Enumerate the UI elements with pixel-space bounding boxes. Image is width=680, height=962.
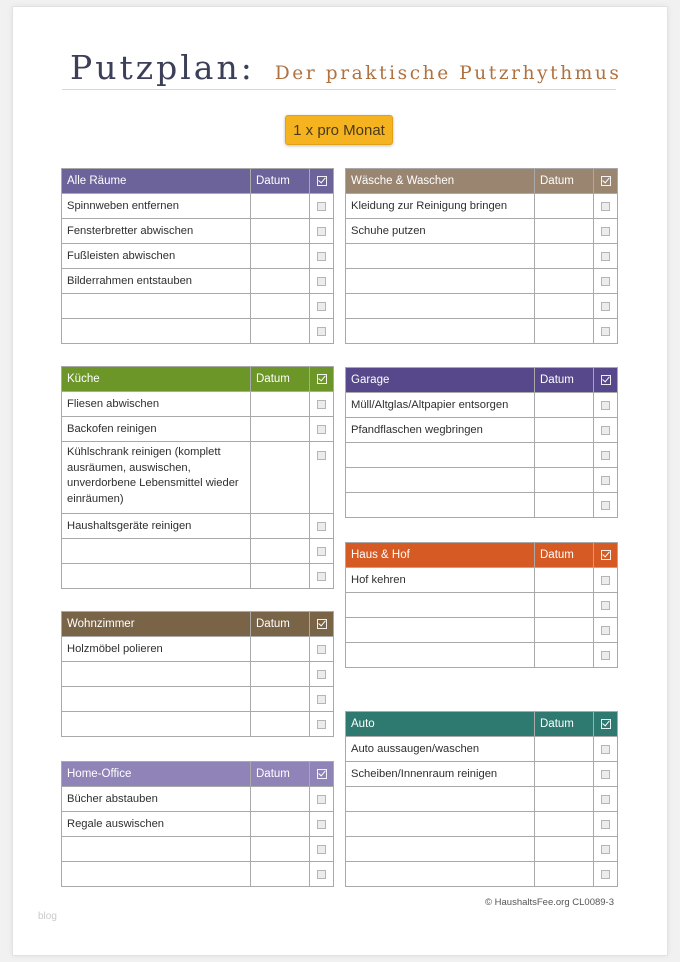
task-label bbox=[346, 443, 535, 468]
table-row bbox=[346, 393, 618, 418]
checkbox-icon[interactable] bbox=[601, 451, 610, 460]
checkmark-icon bbox=[601, 719, 611, 729]
checkbox-icon[interactable] bbox=[317, 302, 326, 311]
task-label: Haushaltsgeräte reinigen bbox=[62, 514, 251, 539]
task-label: Regale auswischen bbox=[62, 812, 251, 837]
date-field[interactable] bbox=[535, 443, 594, 468]
checkbox-cell[interactable] bbox=[594, 493, 618, 518]
checkmark-icon bbox=[317, 374, 327, 384]
date-field[interactable] bbox=[251, 194, 310, 219]
checkbox-icon[interactable] bbox=[317, 425, 326, 434]
date-field[interactable] bbox=[535, 468, 594, 493]
checkbox-cell[interactable] bbox=[594, 393, 618, 418]
task-label bbox=[62, 294, 251, 319]
task-label: Scheiben/Innenraum reinigen bbox=[346, 762, 535, 787]
checkbox-icon[interactable] bbox=[601, 601, 610, 610]
date-field[interactable] bbox=[251, 787, 310, 812]
date-field[interactable] bbox=[251, 417, 310, 442]
task-label bbox=[346, 468, 535, 493]
table-row bbox=[62, 564, 334, 589]
task-label: Backofen reinigen bbox=[62, 417, 251, 442]
checkbox-icon[interactable] bbox=[317, 227, 326, 236]
datum-header: Datum bbox=[535, 543, 594, 568]
task-label bbox=[346, 862, 535, 887]
checkbox-icon[interactable] bbox=[317, 277, 326, 286]
date-field[interactable] bbox=[535, 194, 594, 219]
table-header bbox=[346, 712, 618, 737]
date-field[interactable] bbox=[535, 643, 594, 668]
table-row bbox=[62, 219, 334, 244]
checkbox-cell[interactable] bbox=[594, 862, 618, 887]
checkmark-icon bbox=[601, 176, 611, 186]
checkbox-cell[interactable] bbox=[310, 392, 334, 417]
table-row bbox=[346, 568, 618, 593]
datum-header: Datum bbox=[251, 762, 310, 787]
date-field[interactable] bbox=[535, 493, 594, 518]
footer-copyright: © HaushaltsFee.org CL0089-3 bbox=[485, 897, 614, 908]
table-row bbox=[346, 194, 618, 219]
table-row bbox=[346, 244, 618, 269]
table-header bbox=[62, 367, 334, 392]
header-check-cell bbox=[310, 612, 334, 637]
checkbox-cell[interactable] bbox=[594, 593, 618, 618]
table-row bbox=[62, 712, 334, 737]
date-field[interactable] bbox=[251, 862, 310, 887]
checkbox-cell[interactable] bbox=[310, 687, 334, 712]
header-check-cell bbox=[310, 762, 334, 787]
table-auto bbox=[345, 711, 618, 887]
datum-header: Datum bbox=[535, 169, 594, 194]
checkbox-cell[interactable] bbox=[594, 618, 618, 643]
checkbox-icon[interactable] bbox=[601, 651, 610, 660]
checkbox-cell[interactable] bbox=[594, 319, 618, 344]
table-row bbox=[346, 593, 618, 618]
datum-header: Datum bbox=[251, 367, 310, 392]
checkmark-icon bbox=[601, 375, 611, 385]
date-field[interactable] bbox=[535, 837, 594, 862]
checkmark-icon bbox=[317, 176, 327, 186]
table-row bbox=[62, 812, 334, 837]
checkbox-icon[interactable] bbox=[601, 277, 610, 286]
checkbox-icon[interactable] bbox=[317, 670, 326, 679]
checkbox-cell[interactable] bbox=[594, 787, 618, 812]
table-garage bbox=[345, 367, 618, 518]
table-row bbox=[346, 294, 618, 319]
checkbox-icon[interactable] bbox=[601, 626, 610, 635]
table-title: Alle Räume bbox=[62, 169, 251, 194]
date-field[interactable] bbox=[535, 593, 594, 618]
checkbox-cell[interactable] bbox=[310, 269, 334, 294]
task-label: Spinnweben entfernen bbox=[62, 194, 251, 219]
frequency-badge: 1 x pro Monat bbox=[285, 115, 393, 145]
date-field[interactable] bbox=[535, 737, 594, 762]
date-field[interactable] bbox=[535, 269, 594, 294]
task-label bbox=[346, 837, 535, 862]
task-label bbox=[346, 643, 535, 668]
task-label bbox=[62, 539, 251, 564]
checkbox-cell[interactable] bbox=[310, 539, 334, 564]
table-title: Auto bbox=[346, 712, 535, 737]
task-label bbox=[62, 837, 251, 862]
table-header bbox=[62, 169, 334, 194]
date-field[interactable] bbox=[251, 687, 310, 712]
table-row bbox=[346, 618, 618, 643]
checkbox-icon[interactable] bbox=[601, 426, 610, 435]
checkbox-cell[interactable] bbox=[310, 244, 334, 269]
table-row bbox=[346, 468, 618, 493]
checkbox-icon[interactable] bbox=[601, 870, 610, 879]
title-subtitle: Der praktische Putzrhythmus bbox=[274, 63, 622, 84]
table-row bbox=[346, 319, 618, 344]
date-field[interactable] bbox=[535, 393, 594, 418]
task-label bbox=[346, 244, 535, 269]
checkbox-icon[interactable] bbox=[601, 576, 610, 585]
checkbox-cell[interactable] bbox=[310, 662, 334, 687]
header-check-cell bbox=[594, 368, 618, 393]
date-field[interactable] bbox=[535, 294, 594, 319]
task-label: Kühlschrank reinigen (komplett ausräumen, auswischen, unverdorbene Lebensmittel wieder einräumen) bbox=[62, 442, 251, 514]
checkbox-icon[interactable] bbox=[317, 572, 326, 581]
date-field[interactable] bbox=[251, 392, 310, 417]
checkbox-cell[interactable] bbox=[310, 712, 334, 737]
date-field[interactable] bbox=[251, 564, 310, 589]
table-row bbox=[346, 812, 618, 837]
datum-header: Datum bbox=[535, 712, 594, 737]
table-title: Wäsche & Waschen bbox=[346, 169, 535, 194]
table-row bbox=[346, 737, 618, 762]
checkbox-cell[interactable] bbox=[310, 417, 334, 442]
table-header bbox=[346, 368, 618, 393]
date-field[interactable] bbox=[535, 762, 594, 787]
table-row bbox=[346, 219, 618, 244]
checkbox-icon[interactable] bbox=[317, 795, 326, 804]
header-check-cell bbox=[310, 367, 334, 392]
checkbox-cell[interactable] bbox=[594, 269, 618, 294]
table-row bbox=[346, 837, 618, 862]
task-label bbox=[346, 294, 535, 319]
checkbox-icon[interactable] bbox=[601, 476, 610, 485]
table-row bbox=[62, 392, 334, 417]
table-row bbox=[62, 637, 334, 662]
task-label: Pfandflaschen wegbringen bbox=[346, 418, 535, 443]
checkbox-icon[interactable] bbox=[601, 327, 610, 336]
checkbox-cell[interactable] bbox=[594, 244, 618, 269]
table-kueche bbox=[61, 366, 334, 589]
date-field[interactable] bbox=[251, 637, 310, 662]
page-title bbox=[70, 48, 621, 87]
checkbox-cell[interactable] bbox=[310, 194, 334, 219]
task-label bbox=[62, 564, 251, 589]
date-field[interactable] bbox=[535, 812, 594, 837]
task-label bbox=[346, 812, 535, 837]
task-label: Fensterbretter abwischen bbox=[62, 219, 251, 244]
table-title: Haus & Hof bbox=[346, 543, 535, 568]
datum-header: Datum bbox=[251, 169, 310, 194]
title-main: Putzplan: bbox=[70, 48, 255, 87]
table-row bbox=[62, 787, 334, 812]
task-label bbox=[346, 319, 535, 344]
checkbox-cell[interactable] bbox=[310, 319, 334, 344]
table-row bbox=[62, 442, 334, 514]
checkbox-cell[interactable] bbox=[310, 812, 334, 837]
table-row bbox=[62, 687, 334, 712]
task-label bbox=[62, 319, 251, 344]
task-label bbox=[62, 662, 251, 687]
task-label bbox=[62, 862, 251, 887]
checkbox-icon[interactable] bbox=[601, 227, 610, 236]
table-row bbox=[62, 662, 334, 687]
header-check-cell bbox=[310, 169, 334, 194]
checkbox-cell[interactable] bbox=[594, 568, 618, 593]
checkbox-cell[interactable] bbox=[594, 418, 618, 443]
checkbox-cell[interactable] bbox=[310, 294, 334, 319]
table-header bbox=[346, 543, 618, 568]
table-row bbox=[62, 294, 334, 319]
checkbox-icon[interactable] bbox=[317, 720, 326, 729]
date-field[interactable] bbox=[535, 787, 594, 812]
date-field[interactable] bbox=[535, 319, 594, 344]
task-label: Fliesen abwischen bbox=[62, 392, 251, 417]
table-header bbox=[346, 169, 618, 194]
watermark: blog bbox=[38, 911, 57, 922]
date-field[interactable] bbox=[535, 418, 594, 443]
checkbox-icon[interactable] bbox=[317, 202, 326, 211]
task-label bbox=[346, 787, 535, 812]
title-divider bbox=[62, 89, 616, 90]
task-label bbox=[346, 593, 535, 618]
task-label bbox=[62, 687, 251, 712]
date-field[interactable] bbox=[251, 442, 310, 514]
checkbox-icon[interactable] bbox=[317, 845, 326, 854]
date-field[interactable] bbox=[251, 219, 310, 244]
checkbox-icon[interactable] bbox=[601, 252, 610, 261]
checkbox-icon[interactable] bbox=[317, 820, 326, 829]
checkbox-icon[interactable] bbox=[601, 845, 610, 854]
checkbox-icon[interactable] bbox=[601, 820, 610, 829]
checkmark-icon bbox=[317, 769, 327, 779]
table-title: Home-Office bbox=[62, 762, 251, 787]
checkbox-cell[interactable] bbox=[594, 194, 618, 219]
task-label: Kleidung zur Reinigung bringen bbox=[346, 194, 535, 219]
checkbox-cell[interactable] bbox=[310, 442, 334, 514]
table-row bbox=[346, 762, 618, 787]
table-row bbox=[62, 319, 334, 344]
task-label: Auto aussaugen/waschen bbox=[346, 737, 535, 762]
checkmark-icon bbox=[317, 619, 327, 629]
header-check-cell bbox=[594, 712, 618, 737]
checkbox-cell[interactable] bbox=[594, 812, 618, 837]
table-row bbox=[346, 862, 618, 887]
checkbox-icon[interactable] bbox=[317, 252, 326, 261]
task-label: Bücher abstauben bbox=[62, 787, 251, 812]
task-label: Müll/Altglas/Altpapier entsorgen bbox=[346, 393, 535, 418]
checkbox-cell[interactable] bbox=[310, 514, 334, 539]
checkbox-icon[interactable] bbox=[317, 547, 326, 556]
checkbox-icon[interactable] bbox=[317, 451, 326, 460]
date-field[interactable] bbox=[251, 319, 310, 344]
table-haus-hof bbox=[345, 542, 618, 668]
date-field[interactable] bbox=[251, 662, 310, 687]
task-label: Bilderrahmen entstauben bbox=[62, 269, 251, 294]
checkbox-cell[interactable] bbox=[594, 294, 618, 319]
checkbox-cell[interactable] bbox=[310, 837, 334, 862]
checkbox-icon[interactable] bbox=[601, 770, 610, 779]
task-label bbox=[62, 712, 251, 737]
task-label: Fußleisten abwischen bbox=[62, 244, 251, 269]
checkbox-icon[interactable] bbox=[317, 695, 326, 704]
date-field[interactable] bbox=[535, 219, 594, 244]
table-row bbox=[62, 862, 334, 887]
task-label bbox=[346, 618, 535, 643]
table-row bbox=[346, 787, 618, 812]
table-wohnzimmer bbox=[61, 611, 334, 737]
checkmark-icon bbox=[601, 550, 611, 560]
date-field[interactable] bbox=[535, 862, 594, 887]
checkbox-cell[interactable] bbox=[594, 468, 618, 493]
checkbox-icon[interactable] bbox=[317, 870, 326, 879]
checkbox-icon[interactable] bbox=[601, 795, 610, 804]
date-field[interactable] bbox=[251, 712, 310, 737]
date-field[interactable] bbox=[251, 244, 310, 269]
date-field[interactable] bbox=[535, 568, 594, 593]
checkbox-icon[interactable] bbox=[317, 327, 326, 336]
date-field[interactable] bbox=[251, 294, 310, 319]
checkbox-cell[interactable] bbox=[594, 643, 618, 668]
checkbox-cell[interactable] bbox=[310, 787, 334, 812]
table-waesche-waschen bbox=[345, 168, 618, 344]
header-check-cell bbox=[594, 543, 618, 568]
datum-header: Datum bbox=[251, 612, 310, 637]
table-row bbox=[62, 417, 334, 442]
checkbox-cell[interactable] bbox=[594, 837, 618, 862]
task-label: Hof kehren bbox=[346, 568, 535, 593]
date-field[interactable] bbox=[535, 244, 594, 269]
table-row bbox=[62, 269, 334, 294]
checkbox-icon[interactable] bbox=[601, 202, 610, 211]
table-row bbox=[346, 643, 618, 668]
checkbox-cell[interactable] bbox=[594, 219, 618, 244]
table-row bbox=[62, 837, 334, 862]
task-label bbox=[346, 269, 535, 294]
table-row bbox=[62, 244, 334, 269]
date-field[interactable] bbox=[251, 514, 310, 539]
checkbox-cell[interactable] bbox=[594, 762, 618, 787]
task-label: Schuhe putzen bbox=[346, 219, 535, 244]
datum-header: Datum bbox=[535, 368, 594, 393]
checkbox-icon[interactable] bbox=[601, 501, 610, 510]
table-row bbox=[62, 539, 334, 564]
checkbox-cell[interactable] bbox=[310, 564, 334, 589]
checkbox-cell[interactable] bbox=[310, 219, 334, 244]
checkbox-cell[interactable] bbox=[594, 443, 618, 468]
checkbox-icon[interactable] bbox=[601, 302, 610, 311]
checkbox-cell[interactable] bbox=[310, 862, 334, 887]
table-row bbox=[62, 194, 334, 219]
table-title: Wohnzimmer bbox=[62, 612, 251, 637]
checkbox-cell[interactable] bbox=[310, 637, 334, 662]
table-home-office bbox=[61, 761, 334, 887]
date-field[interactable] bbox=[251, 539, 310, 564]
checkbox-icon[interactable] bbox=[601, 745, 610, 754]
checkbox-icon[interactable] bbox=[317, 645, 326, 654]
date-field[interactable] bbox=[251, 837, 310, 862]
table-title: Garage bbox=[346, 368, 535, 393]
task-label bbox=[346, 493, 535, 518]
date-field[interactable] bbox=[251, 812, 310, 837]
table-row bbox=[346, 269, 618, 294]
table-header bbox=[62, 762, 334, 787]
checkbox-icon[interactable] bbox=[601, 401, 610, 410]
date-field[interactable] bbox=[535, 618, 594, 643]
table-alle-raeume bbox=[61, 168, 334, 344]
task-label: Holzmöbel polieren bbox=[62, 637, 251, 662]
date-field[interactable] bbox=[251, 269, 310, 294]
table-row bbox=[62, 514, 334, 539]
table-row bbox=[346, 443, 618, 468]
checkbox-cell[interactable] bbox=[594, 737, 618, 762]
table-row bbox=[346, 418, 618, 443]
checkbox-icon[interactable] bbox=[317, 400, 326, 409]
checkbox-icon[interactable] bbox=[317, 522, 326, 531]
table-row bbox=[346, 493, 618, 518]
table-header bbox=[62, 612, 334, 637]
table-title: Küche bbox=[62, 367, 251, 392]
header-check-cell bbox=[594, 169, 618, 194]
